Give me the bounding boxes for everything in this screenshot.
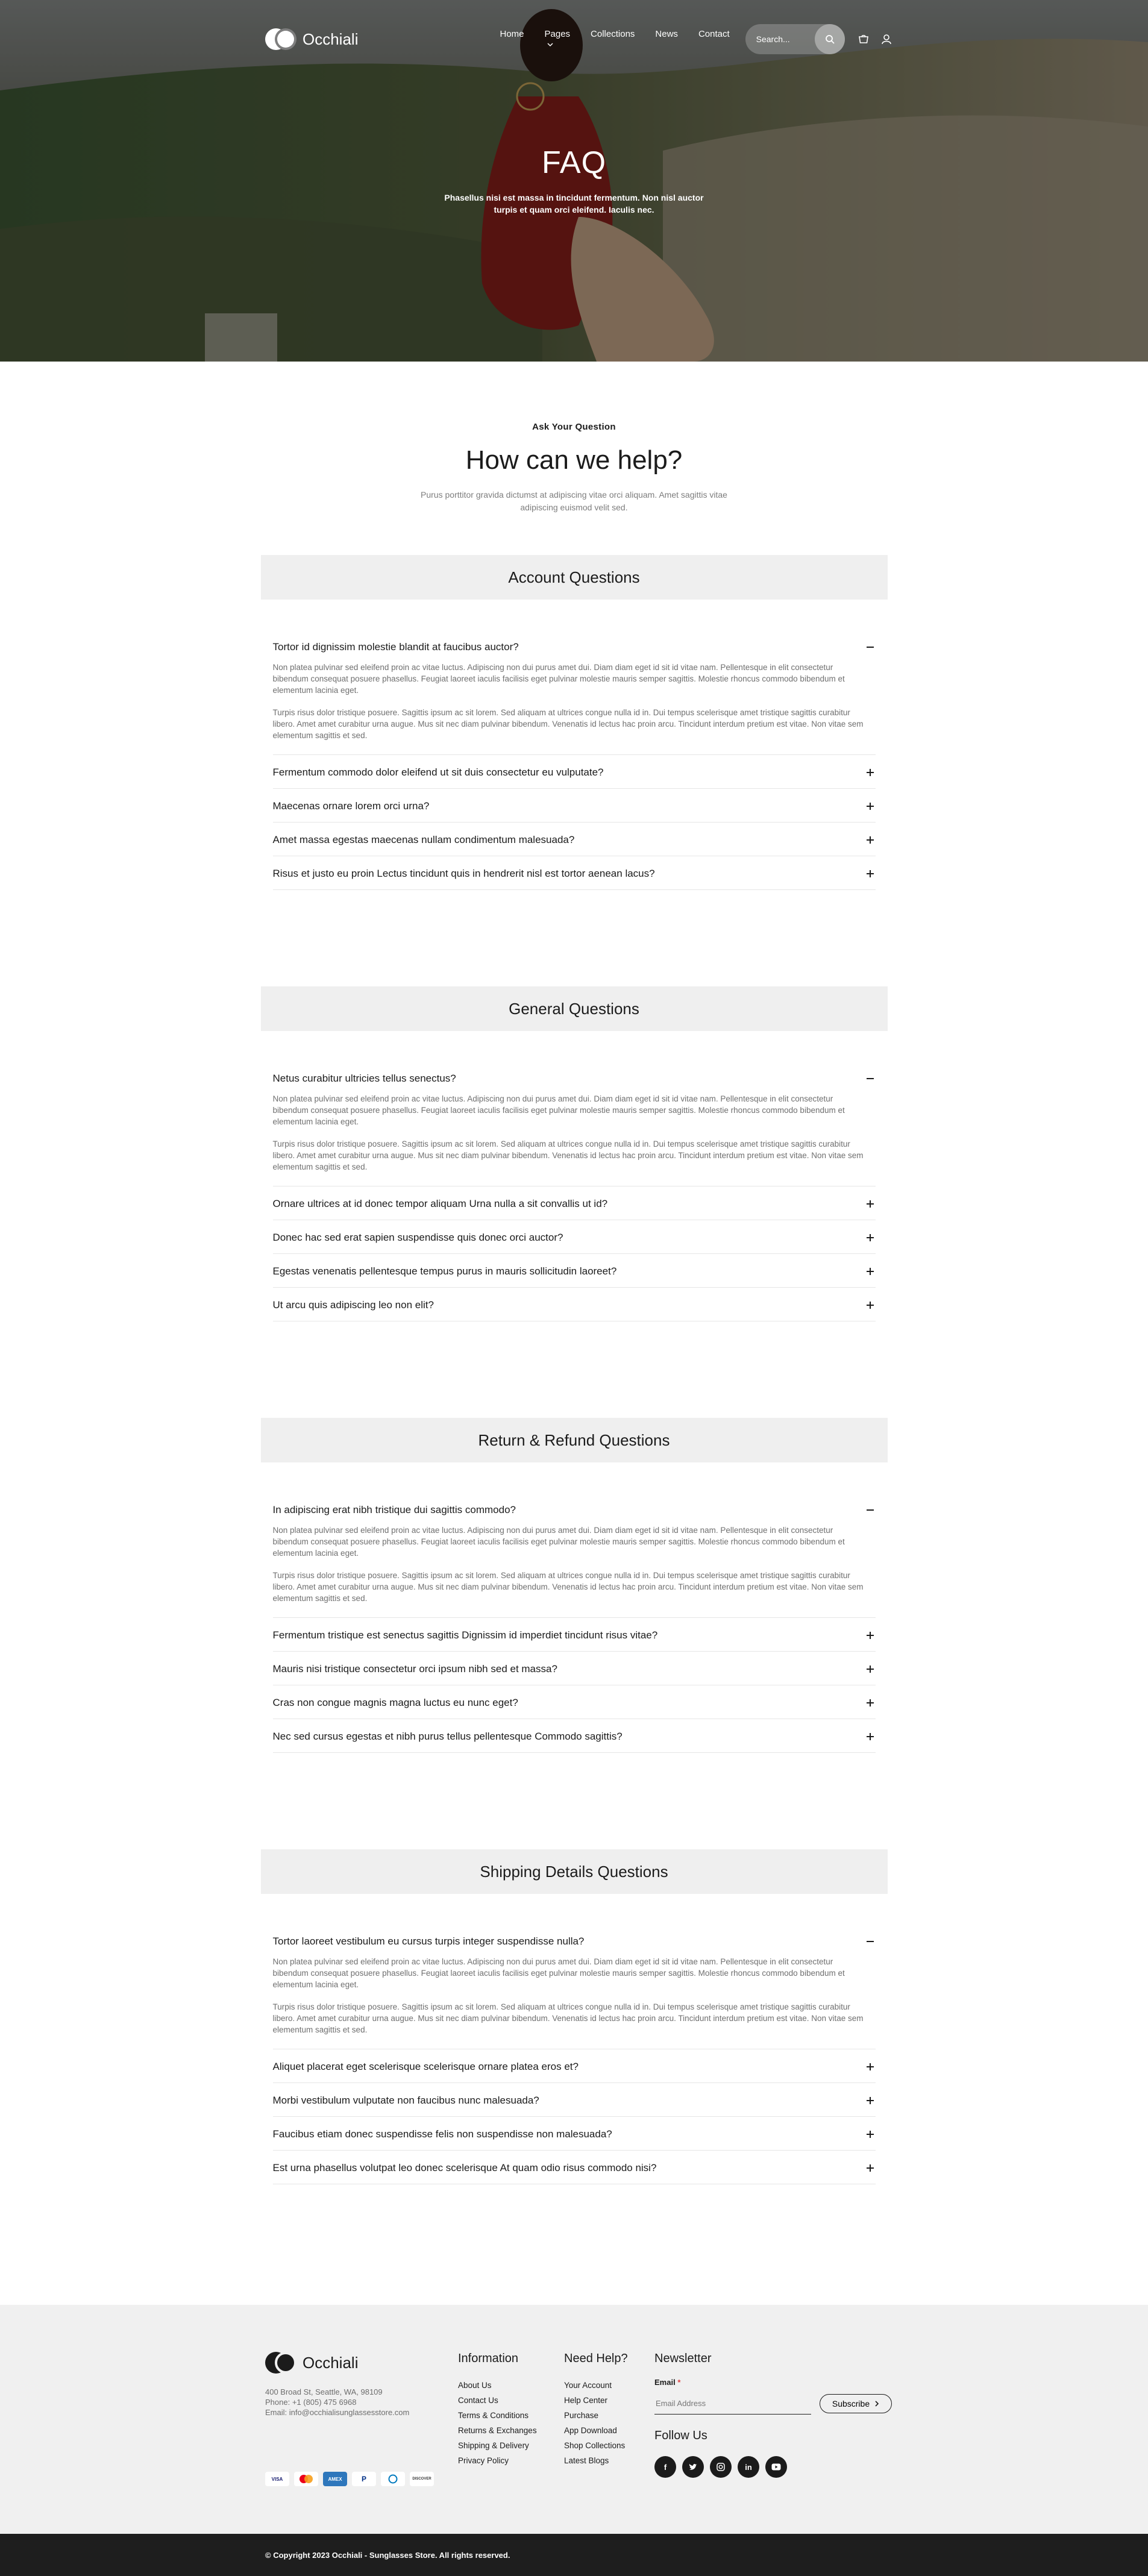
faq-item xyxy=(273,1220,876,1254)
faq-question[interactable] xyxy=(273,1924,876,1956)
plus-icon xyxy=(865,1199,876,1209)
question-text: Netus curabitur ultricies tellus senectus? xyxy=(272,1073,456,1084)
twitter-icon[interactable] xyxy=(682,2456,704,2478)
answer-paragraph: Non platea pulvinar sed eleifend proin ac vitae luctus. Adipiscing non dui purus amet dui. Diam diam eget id sit id vitae nam. Pellentesque in elit consectetur bibendum consequat posuere phasellus. Feugiat laoreet iaculis facilisis eget pulvinar molestie mauris semper sagittis. Molestie rhoncus commodo bibendum et elementum lacinia eget. xyxy=(272,1957,845,1989)
question-text: Morbi vestibulum vulputate non faucibus nunc malesuada? xyxy=(272,2095,539,2106)
hero-banner xyxy=(0,0,1148,362)
faq-question[interactable] xyxy=(273,1652,876,1685)
logo-mark-icon xyxy=(265,2352,296,2374)
footer-column-title: Need Help? xyxy=(564,2352,628,2365)
faq-list xyxy=(261,1493,888,1753)
newsletter-email-input[interactable] xyxy=(654,2393,811,2415)
eyebrow-label: Ask Your Question xyxy=(532,422,616,432)
answer-paragraph: Turpis risus dolor tristique posuere. Sagittis ipsum ac sit lorem. Sed aliquam at ultrices congue nulla id in. Dui tempus scelerisque amet tristique sagittis curabitur libero. Amet amet curabitur urna augue. Mus sit nec diam pulvinar bibendum. Venenatis id lectus hac proin arcu. Tincidunt interdum pretium est vitae. Non vitae sem elementum sagittis et sed. xyxy=(272,1571,864,1603)
faq-item xyxy=(273,1061,876,1186)
answer-paragraph: Turpis risus dolor tristique posuere. Sagittis ipsum ac sit lorem. Sed aliquam at ultrices congue nulla id in. Dui tempus scelerisque amet tristique sagittis curabitur libero. Amet amet curabitur urna augue. Mus sit nec diam pulvinar bibendum. Venenatis id lectus hac proin arcu. Tincidunt interdum pretium est vitae. Non vitae sem elementum sagittis et sed. xyxy=(272,2002,864,2034)
faq-item xyxy=(273,789,876,823)
question-text: Est urna phasellus volutpat leo donec scelerisque At quam odio risus commodo nisi? xyxy=(272,2162,657,2173)
copyright-bar xyxy=(0,2534,1148,2576)
footer-link-shop-collections[interactable]: Shop Collections xyxy=(564,2441,626,2450)
faq-item xyxy=(273,856,876,890)
question-text: Cras non congue magnis magna luctus eu nunc eget? xyxy=(272,1697,518,1708)
plus-icon xyxy=(865,1697,876,1708)
faq-item xyxy=(273,823,876,856)
help-title: How can we help? xyxy=(465,445,683,475)
faq-question[interactable] xyxy=(273,1493,876,1525)
footer-link-purchase[interactable]: Purchase xyxy=(564,2411,599,2420)
faq-item xyxy=(273,1493,876,1618)
footer-link-app-download[interactable]: App Download xyxy=(564,2426,617,2435)
mastercard-icon xyxy=(294,2472,318,2486)
question-text: Donec hac sed erat sapien suspendisse quis donec orci auctor? xyxy=(272,1232,563,1243)
footer-link-terms[interactable]: Terms & Conditions xyxy=(458,2411,529,2420)
faq-item xyxy=(273,1652,876,1685)
email-label-text: Email xyxy=(654,2378,676,2387)
question-text: Amet massa egestas maecenas nullam condimentum malesuada? xyxy=(272,834,575,845)
nav-menu xyxy=(500,29,729,49)
question-text: Tortor id dignissim molestie blandit at faucibus auctor? xyxy=(272,641,519,653)
faq-question[interactable] xyxy=(273,2117,876,2150)
footer-link-help-center[interactable]: Help Center xyxy=(564,2396,608,2405)
question-text: Maecenas ornare lorem orci urna? xyxy=(272,800,430,812)
answer-paragraph: Turpis risus dolor tristique posuere. Sagittis ipsum ac sit lorem. Sed aliquam at ultrices congue nulla id in. Dui tempus scelerisque amet tristique sagittis curabitur libero. Amet amet curabitur urna augue. Mus sit nec diam pulvinar bibendum. Venenatis id lectus hac proin arcu. Tincidunt interdum pretium est vitae. Non vitae sem elementum sagittis et sed. xyxy=(272,708,864,740)
faq-question[interactable] xyxy=(273,1220,876,1253)
plus-icon xyxy=(865,2129,876,2140)
footer-link-account[interactable]: Your Account xyxy=(564,2381,612,2390)
faq-answer xyxy=(273,662,876,741)
top-navigation xyxy=(265,24,892,54)
plus-icon xyxy=(865,2061,876,2072)
faq-question[interactable] xyxy=(273,630,876,662)
faq-section-general xyxy=(261,986,888,1321)
footer-column-title: Newsletter xyxy=(654,2352,712,2365)
footer-columns xyxy=(265,2352,892,2486)
faq-answer xyxy=(273,1525,876,1604)
faq-answer xyxy=(273,1093,876,1173)
faq-question[interactable] xyxy=(273,789,876,822)
linkedin-icon[interactable]: in xyxy=(738,2456,759,2478)
answer-paragraph: Turpis risus dolor tristique posuere. Sagittis ipsum ac sit lorem. Sed aliquam at ultrices congue nulla id in. Dui tempus scelerisque amet tristique sagittis curabitur libero. Amet amet curabitur urna augue. Mus sit nec diam pulvinar bibendum. Venenatis id lectus hac proin arcu. Tincidunt interdum pretium est vitae. Non vitae sem elementum sagittis et sed. xyxy=(272,1139,864,1171)
footer-link-returns[interactable]: Returns & Exchanges xyxy=(458,2426,537,2435)
faq-item xyxy=(273,1618,876,1652)
question-text: Fermentum commodo dolor eleifend ut sit duis consectetur eu vulputate? xyxy=(272,766,604,778)
plus-icon xyxy=(865,1266,876,1277)
question-text: In adipiscing erat nibh tristique dui sagittis commodo? xyxy=(272,1504,516,1515)
nav-collections[interactable]: Collections xyxy=(591,29,635,39)
faq-question[interactable] xyxy=(273,1618,876,1651)
faq-question[interactable] xyxy=(273,755,876,788)
email-line: Email: info@occhialisunglassesstore.com xyxy=(265,2408,410,2417)
footer-link-contact[interactable]: Contact Us xyxy=(458,2396,498,2405)
faq-question[interactable] xyxy=(273,1685,876,1719)
plus-icon xyxy=(865,1664,876,1675)
hero-text xyxy=(0,145,1148,216)
email-label xyxy=(654,2378,892,2387)
footer-help-column xyxy=(564,2352,654,2486)
faq-item xyxy=(273,1924,876,2049)
faq-question[interactable] xyxy=(273,2083,876,2116)
plus-icon xyxy=(865,1630,876,1641)
subscribe-label: Subscribe xyxy=(832,2399,870,2408)
faq-item xyxy=(273,1719,876,1753)
footer-brand-column xyxy=(265,2352,458,2486)
faq-section-account xyxy=(261,555,888,890)
minus-icon xyxy=(865,1073,876,1084)
footer-link-about[interactable]: About Us xyxy=(458,2381,492,2390)
faq-item xyxy=(273,2083,876,2117)
page-title: FAQ xyxy=(541,145,607,180)
brand-name: Occhiali xyxy=(303,30,359,48)
question-text: Risus et justo eu proin Lectus tincidunt quis in hendrerit nisl est tortor aenean lacus? xyxy=(272,868,655,879)
plus-icon xyxy=(865,1300,876,1311)
user-icon[interactable] xyxy=(881,34,892,45)
hero-subtitle: Phasellus nisi est massa in tincidunt fermentum. Non nisl auctor turpis et quam orci eleifend. Iaculis nec. xyxy=(444,193,704,215)
minus-icon xyxy=(865,1936,876,1947)
required-marker: * xyxy=(677,2378,681,2387)
question-text: Ornare ultrices at id donec tempor aliquam Urna nulla a sit convallis ut id? xyxy=(272,1198,608,1209)
faq-question[interactable] xyxy=(273,1254,876,1287)
facebook-icon[interactable]: f xyxy=(654,2456,676,2478)
paypal-icon: P xyxy=(352,2472,376,2486)
cart-icon[interactable] xyxy=(858,34,869,45)
plus-icon xyxy=(865,1731,876,1742)
footer-information-column xyxy=(458,2352,564,2486)
nav-icons xyxy=(858,34,892,45)
instagram-icon[interactable] xyxy=(710,2456,732,2478)
plus-icon xyxy=(865,2095,876,2106)
minus-icon xyxy=(865,642,876,653)
footer-newsletter-column xyxy=(654,2352,892,2486)
search-button[interactable] xyxy=(815,24,845,54)
question-text: Mauris nisi tristique consectetur orci ipsum nibh sed et massa? xyxy=(272,1663,557,1675)
plus-icon xyxy=(865,868,876,879)
section-title: Account Questions xyxy=(261,555,888,600)
footer-link-shipping[interactable]: Shipping & Delivery xyxy=(458,2441,529,2450)
faq-question[interactable] xyxy=(273,2151,876,2184)
faq-section-returns xyxy=(261,1418,888,1753)
faq-item xyxy=(273,2151,876,2184)
faq-item xyxy=(273,755,876,789)
faq-item xyxy=(273,1685,876,1719)
faq-item xyxy=(273,1288,876,1321)
help-description: Purus porttitor gravida dictumst at adipiscing vitae orci aliquam. Amet sagittis vitae adipiscing euismod velit sed. xyxy=(421,490,727,512)
search-box xyxy=(745,24,845,54)
plus-icon xyxy=(865,801,876,812)
faq-question[interactable] xyxy=(273,1061,876,1093)
question-text: Faucibus etiam donec suspendisse felis non suspendisse non malesuada? xyxy=(272,2128,612,2140)
faq-item xyxy=(273,2049,876,2083)
question-text: Fermentum tristique est senectus sagittis Dignissim id imperdiet tincidunt risus vitae? xyxy=(272,1629,658,1641)
faq-item xyxy=(273,1186,876,1220)
faq-question[interactable] xyxy=(273,2049,876,2082)
question-text: Tortor laoreet vestibulum eu cursus turpis integer suspendisse nulla? xyxy=(272,1935,585,1947)
faq-question[interactable] xyxy=(273,1186,876,1220)
faq-question[interactable] xyxy=(273,856,876,889)
search-icon xyxy=(825,34,835,44)
plus-icon xyxy=(865,2163,876,2173)
faq-item xyxy=(273,2117,876,2151)
nav-home[interactable]: Home xyxy=(500,29,524,39)
discover-icon: DISCOVER xyxy=(410,2472,434,2486)
copyright-text: © Copyright 2023 Occhiali - Sunglasses Store. All rights reserved. xyxy=(265,2550,510,2560)
nav-news[interactable]: News xyxy=(655,29,678,39)
section-title: General Questions xyxy=(261,986,888,1031)
footer-logo[interactable] xyxy=(265,2352,458,2374)
nav-pages[interactable] xyxy=(545,29,571,49)
payment-methods xyxy=(265,2472,458,2486)
amex-icon: AMEX xyxy=(323,2472,347,2486)
minus-icon xyxy=(865,1505,876,1515)
question-text: Ut arcu quis adipiscing leo non elit? xyxy=(272,1299,434,1311)
plus-icon xyxy=(865,835,876,845)
question-text: Egestas venenatis pellentesque tempus purus in mauris sollicitudin laoreet? xyxy=(272,1265,617,1277)
plus-icon xyxy=(865,767,876,778)
faq-item xyxy=(273,630,876,755)
store-address xyxy=(265,2387,458,2418)
faq-answer xyxy=(273,1956,876,2035)
answer-paragraph: Non platea pulvinar sed eleifend proin ac vitae luctus. Adipiscing non dui purus amet dui. Diam diam eget id sit id vitae nam. Pellentesque in elit consectetur bibendum consequat posuere phasellus. Feugiat laoreet iaculis facilisis eget pulvinar molestie mauris semper sagittis. Molestie rhoncus commodo bibendum et elementum lacinia eget. xyxy=(272,1094,845,1126)
question-text: Nec sed cursus egestas et nibh purus tellus pellentesque Commodo sagittis? xyxy=(272,1731,623,1742)
site-footer xyxy=(0,2305,1148,2534)
faq-section-shipping xyxy=(261,1849,888,2184)
section-title: Shipping Details Questions xyxy=(261,1849,888,1894)
faq-item xyxy=(273,1254,876,1288)
diners-icon xyxy=(381,2472,405,2486)
faq-list xyxy=(261,1924,888,2184)
nav-contact[interactable]: Contact xyxy=(698,29,730,39)
plus-icon xyxy=(865,1232,876,1243)
address-line: 400 Broad St, Seattle, WA, 98109 xyxy=(265,2387,383,2396)
answer-paragraph: Non platea pulvinar sed eleifend proin ac vitae luctus. Adipiscing non dui purus amet dui. Diam diam eget id sit id vitae nam. Pellentesque in elit consectetur bibendum consequat posuere phasellus. Feugiat laoreet iaculis facilisis eget pulvinar molestie mauris semper sagittis. Molestie rhoncus commodo bibendum et elementum lacinia eget. xyxy=(272,663,845,695)
footer-link-privacy[interactable]: Privacy Policy xyxy=(458,2456,509,2465)
faq-question[interactable] xyxy=(273,1719,876,1752)
footer-link-latest-blogs[interactable]: Latest Blogs xyxy=(564,2456,609,2465)
follow-us-title: Follow Us xyxy=(654,2429,707,2442)
answer-paragraph: Non platea pulvinar sed eleifend proin ac vitae luctus. Adipiscing non dui purus amet dui. Diam diam eget id sit id vitae nam. Pellentesque in elit consectetur bibendum consequat posuere phasellus. Feugiat laoreet iaculis facilisis eget pulvinar molestie mauris semper sagittis. Molestie rhoncus commodo bibendum et elementum lacinia eget. xyxy=(272,1526,845,1558)
subscribe-button[interactable] xyxy=(820,2394,892,2413)
faq-question[interactable] xyxy=(273,1288,876,1321)
footer-column-title: Information xyxy=(458,2352,519,2365)
faq-question[interactable] xyxy=(273,823,876,856)
help-intro xyxy=(0,422,1148,514)
chevron-down-icon xyxy=(547,42,553,47)
visa-icon: VISA xyxy=(265,2472,289,2486)
nav-pages-label: Pages xyxy=(544,29,571,39)
faq-list xyxy=(261,1061,888,1321)
footer-brand-name: Occhiali xyxy=(303,2353,359,2372)
section-title: Return & Refund Questions xyxy=(261,1418,888,1462)
social-links xyxy=(654,2456,892,2478)
chevron-right-icon xyxy=(874,2401,879,2407)
logo-mark-icon xyxy=(265,28,296,50)
youtube-icon[interactable] xyxy=(765,2456,787,2478)
brand-logo[interactable] xyxy=(265,28,358,50)
question-text: Aliquet placerat eget scelerisque scelerisque ornare platea eros et? xyxy=(272,2061,579,2072)
newsletter-form xyxy=(654,2393,892,2415)
faq-list xyxy=(261,630,888,890)
phone-line: Phone: +1 (805) 475 6968 xyxy=(265,2398,357,2407)
